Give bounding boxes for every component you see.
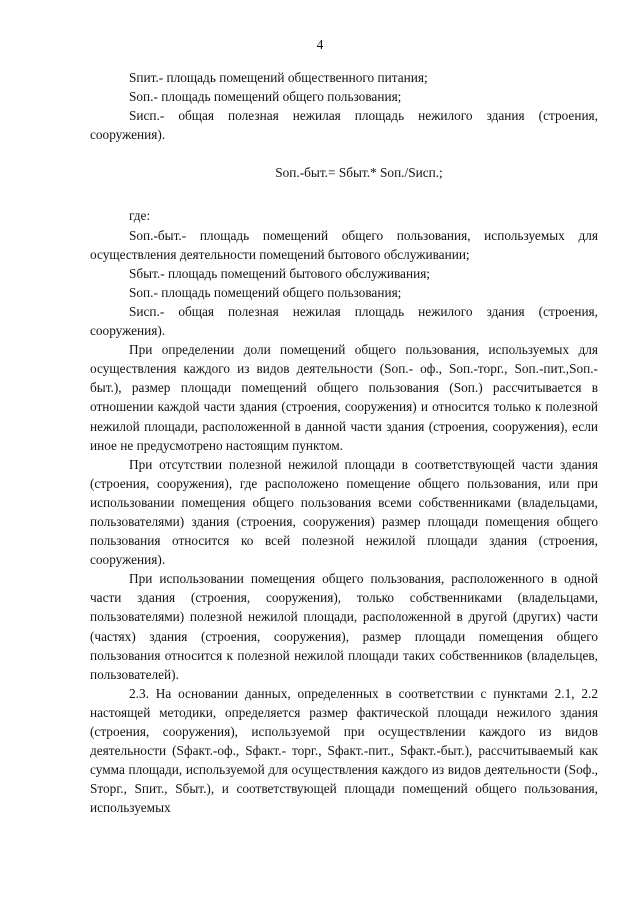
definition-sisp-2: Sисп.- общая полезная нежилая площадь нежилого здания (строения, сооружения). [90, 303, 598, 339]
paragraph-2-3: 2.3. На основании данных, определенных в соответствии с пунктами 2.1, 2.2 настоящей методики, определяется размер фактической площади нежилого здания (строения, сооружения), используемой при осуществлении каждого из видов деятельности (Sфакт.-оф., Sфакт.- торг., Sфакт.-пит., Sфакт.-быт.), рассчитываемый как сумма площади, используемой для осуществления каждого из видов деятельности (Sоф., Sторг., Sпит., Sбыт.), и соответствующей площади помещений общего пользования, используемых [90, 685, 598, 816]
definition-sop: Sоп.- площадь помещений общего пользования; [129, 89, 402, 105]
definition-sisp: Sисп.- общая полезная нежилая площадь нежилого здания (строения, сооружения). [90, 108, 598, 143]
definition-sop-byt: Sоп.-быт.- площадь помещений общего пользования, используемых для осуществления деятельности помещений бытового обслуживании; [90, 227, 598, 262]
page-number: 4 [316, 37, 324, 52]
document-body [90, 68, 598, 817]
definition-sbyt: Sбыт.- площадь помещений бытового обслуживания; [129, 265, 431, 281]
paragraph-use-by-other-part: При использовании помещения общего пользования, расположенного в одной части здания (строения, сооружения), только собственниками (владельцами, пользователями) полезной нежилой площади, расположенной в другой (других) части (частях) здания (строения, сооружения), размер площади помещения общего пользования относится к полезной нежилой площади таких собственников (владельцев, пользователей). [90, 571, 598, 682]
where-label: где: [129, 208, 151, 224]
paragraph-absence-of-area: При отсутствии полезной нежилой площади в соответствующей части здания (строения, сооружения), где расположено помещение общего пользования, или при использовании помещения общего пользования всеми собственниками (владельцами, пользователями) здания (строения, сооружения) размер площади помещения общего пользования относится ко всей полезной нежилой площади здания (строения, сооружения). [90, 456, 598, 568]
formula: Sоп.-быт.= Sбыт.* Sоп./Sисп.; [275, 165, 443, 181]
definition-sop-2: Sоп.- площадь помещений общего пользования; [129, 284, 402, 300]
definition-spit: Sпит.- площадь помещений общественного питания; [129, 70, 428, 85]
paragraph-share-determination: При определении доли помещений общего пользования, используемых для осуществления каждого из видов деятельности (Sоп.- оф., Sоп.-торг., Sоп.-пит.,Sоп.-быт.), размер площади помещений общего пользования (Sоп.) рассчитывается в отношении каждой части здания (строения, сооружения) и относится только к полезной нежилой площади, расположенной в данной части здания (строения, сооружения), если иное не предусмотрено настоящим пунктом. [90, 342, 598, 453]
